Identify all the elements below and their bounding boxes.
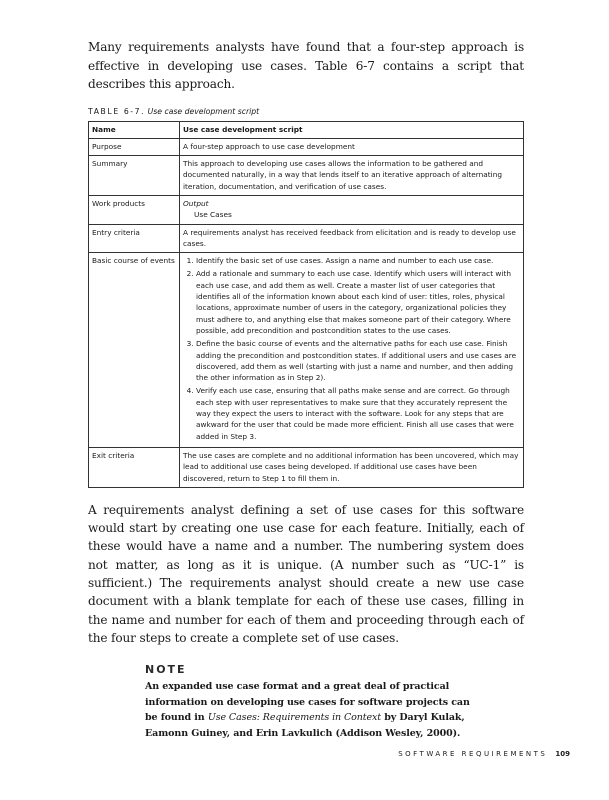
table-row-work-products — [89, 195, 524, 224]
work-products-output-item: Use Cases — [194, 210, 232, 220]
table-row-exit-criteria — [89, 447, 524, 487]
note-title: NOTE — [145, 663, 187, 677]
row-value-purpose: A four-step approach to use case development — [180, 138, 524, 155]
table-row-purpose — [89, 138, 524, 155]
table-caption-text: Use case development script — [147, 106, 260, 116]
intro-paragraph: Many requirements analysts have found that a four-step approach is effective in developing use cases. Table 6-7 contains a script that describes this approach. — [88, 40, 524, 91]
row-label-entry-criteria: Entry criteria — [89, 224, 180, 253]
note-body — [145, 679, 485, 741]
table-caption-label: TABLE 6-7. — [88, 106, 146, 116]
row-label-purpose: Purpose — [89, 138, 180, 155]
step-item: 2. Add a rationale and summary to each use case. Identify which users will interact with each use case, and add them as well. Create a master list of user categories that identifies all of the information known about each kind of user: titles, roles, physical locations, approximate number of users in the category, organizational policies they must adhere to, and anything else that makes someone part of their category. Where possible, add precondition and postcondition states to the use cases. — [196, 268, 520, 336]
page-content — [88, 38, 524, 742]
note-book-title: Use Cases: Requirements in Context — [207, 712, 381, 724]
note-box — [145, 663, 485, 741]
note-text-after: by Daryl Kulak, Eamonn Guiney, and Erin Lavkulich (Addison Wesley, 2000). — [145, 712, 465, 739]
step-item: 4. Verify each use case, ensuring that all paths make sense and are correct. Go through each step with user representatives to make sure that they accurately represent the way they expect the users to interact with the software. Look for any steps that are awkward for the user that could be made more efficient. Finish all use cases that were added in Step 3. — [196, 385, 520, 441]
row-value-basic-course — [180, 253, 524, 448]
note-text-before: An expanded use case format and a great deal of practical information on developing use cases for software projects can be found in — [145, 681, 470, 724]
page-footer — [345, 750, 570, 758]
table-header-row — [89, 121, 524, 138]
table-row-basic-course — [89, 253, 524, 448]
step-item: 1. Identify the basic set of use cases. Assign a name and number to each use case. — [196, 255, 520, 266]
running-head: SOFTWARE REQUIREMENTS — [398, 750, 548, 758]
steps-list — [183, 255, 520, 442]
work-products-output-label: Output — [183, 198, 209, 208]
row-value-summary: This approach to developing use cases allows the information to be gathered and documented naturally, in a way that lends itself to an iterative approach of alternating iteration, documentation, and verification of use cases. — [180, 156, 524, 196]
table-row-summary — [89, 156, 524, 196]
step-item: 3. Define the basic course of events and the alternative paths for each use case. Finish adding the precondition and postcondition states. If additional users and use cases are discovered, add them as well (starting with just a name and number, and then adding the other information as in Step 2). — [196, 338, 520, 383]
row-label-work-products: Work products — [89, 195, 180, 224]
body-paragraph: A requirements analyst defining a set of use cases for this software would start by creating one use case for each feature. Initially, each of these would have a name and a number. The numbering system does not matter, as long as it is unique. (A number such as “UC-1” is sufficient.) The requirements analyst should create a new use case document with a blank template for each of these use cases, filling in the name and number for each of them and proceeding through each of the four steps to create a complete set of use cases. — [88, 502, 524, 645]
table-header-name: Name — [89, 121, 180, 138]
table-header-script: Use case development script — [180, 121, 524, 138]
row-value-work-products — [180, 195, 524, 224]
row-value-exit-criteria: The use cases are complete and no additional information has been uncovered, which may lead to additional use cases being developed. If additional use cases have been discovered, return to Step 1 to fill them in. — [180, 447, 524, 487]
row-label-exit-criteria: Exit criteria — [89, 447, 180, 487]
table-row-entry-criteria — [89, 224, 524, 253]
table-caption — [88, 107, 524, 116]
row-label-summary: Summary — [89, 156, 180, 196]
row-label-basic-course: Basic course of events — [89, 253, 180, 448]
page-number: 109 — [555, 750, 570, 758]
use-case-script-table — [88, 121, 524, 488]
row-value-entry-criteria: A requirements analyst has received feedback from elicitation and is ready to develop use cases. — [180, 224, 524, 253]
